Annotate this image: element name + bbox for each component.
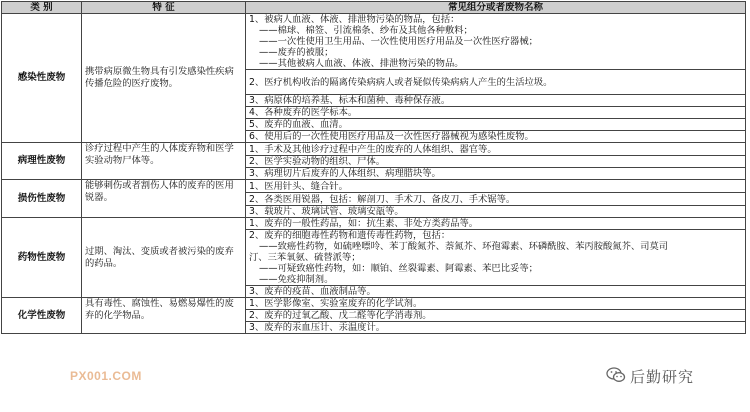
component-item: 3、废弃的疫苗、血液制品等。 xyxy=(246,286,746,298)
component-item: 3、病理切片后废弃的人体组织、病理腊块等。 xyxy=(246,168,746,180)
feature-cell: 过期、淘汰、变质或者被污染的废弃的药品。 xyxy=(82,218,246,298)
component-item: 6、使用后的一次性使用医疗用品及一次性医疗器械视为感染性废物。 xyxy=(246,131,746,143)
header-components: 常见组分或者废物名称 xyxy=(246,2,746,14)
component-line: 2、废弃的细胞毒性药物和遗传毒性药物，包括： xyxy=(249,230,451,241)
category-cell: 化学性废物 xyxy=(2,298,82,334)
component-item: 1、医用针头、缝合针。 xyxy=(246,180,746,193)
medical-waste-classification-table xyxy=(1,1,746,334)
component-item xyxy=(246,230,746,286)
feature-cell: 诊疗过程中产生的人体废弃物和医学实验动物尸体等。 xyxy=(82,143,246,180)
component-item: 3、废弃的汞血压计、汞温度计。 xyxy=(246,322,746,334)
header-category: 类 别 xyxy=(2,2,82,14)
category-cell: 药物性废物 xyxy=(2,218,82,298)
table-row xyxy=(2,143,746,156)
watermark-left: PX001.COM xyxy=(70,369,142,383)
component-item: 3、病原体的培养基、标本和菌种、毒种保存液。 xyxy=(246,95,746,107)
component-line: 汀、三苯氧氨、硫替派等； xyxy=(249,252,361,263)
table-row xyxy=(2,298,746,310)
category-cell: 病理性废物 xyxy=(2,143,82,180)
table-row xyxy=(2,180,746,193)
component-item: 2、医学实验动物的组织、尸体。 xyxy=(246,156,746,168)
component-item: 1、手术及其他诊疗过程中产生的废弃的人体组织、器官等。 xyxy=(246,143,746,156)
table-row xyxy=(2,14,746,70)
header-feature: 特 征 xyxy=(82,2,246,14)
component-line: ——可疑致癌性药物，如：顺铂、丝裂霉素、阿霉素、苯巴比妥等； xyxy=(259,263,538,274)
component-line: ——免疫抑制剂。 xyxy=(259,274,334,285)
component-item: 5、废弃的血液、血清。 xyxy=(246,119,746,131)
component-item xyxy=(246,14,746,70)
component-item: 2、废弃的过氧乙酸、戊二醛等化学消毒剂。 xyxy=(246,310,746,322)
table-row xyxy=(2,218,746,230)
component-item: 1、废弃的一般性药品，如：抗生素、非处方类药品等。 xyxy=(246,218,746,230)
component-item: 3、载玻片、玻璃试管、玻璃安瓿等。 xyxy=(246,206,746,218)
feature-cell: 能够刺伤或者割伤人体的废弃的医用锐器。 xyxy=(82,180,246,218)
watermark-right xyxy=(606,366,694,387)
watermark-right-text: 后勤研究 xyxy=(630,368,695,386)
component-item: 2、各类医用锐器，包括：解剖刀、手术刀、备皮刀、手术锯等。 xyxy=(246,193,746,206)
component-item: 1、医学影像室、实验室废弃的化学试剂。 xyxy=(246,298,746,310)
category-cell: 损伤性废物 xyxy=(2,180,82,218)
feature-cell: 携带病原微生物具有引发感染性疾病传播危险的医疗废物。 xyxy=(82,14,246,143)
component-line: 1、被病人血液、体液、排泄物污染的物品，包括： xyxy=(249,14,460,25)
component-line: ——废弃的被服； xyxy=(259,47,334,58)
wechat-icon xyxy=(606,367,626,387)
component-line: ——其他被病人血液、体液、排泄物污染的物品。 xyxy=(259,58,464,69)
component-line: ——棉球、棉签、引流棉条、纱布及其他各种敷料； xyxy=(259,25,473,36)
table-header-row xyxy=(2,2,746,14)
component-item: 2、医疗机构收治的隔离传染病病人或者疑似传染病病人产生的生活垃圾。 xyxy=(246,70,746,95)
component-line: ——一次性使用卫生用品、一次性使用医疗用品及一次性医疗器械； xyxy=(259,36,538,47)
component-item: 4、各种废弃的医学标本。 xyxy=(246,107,746,119)
medical-waste-table-sheet xyxy=(1,1,745,411)
component-line: ——致癌性药物，如硫唑嘌呤、苯丁酸氮芥、萘氮芥、环孢霉素、环磷酰胺、苯丙胺酸氮芥、司莫司 xyxy=(259,241,669,252)
feature-cell: 具有毒性、腐蚀性、易燃易爆性的废弃的化学物品。 xyxy=(82,298,246,334)
category-cell: 感染性废物 xyxy=(2,14,82,143)
